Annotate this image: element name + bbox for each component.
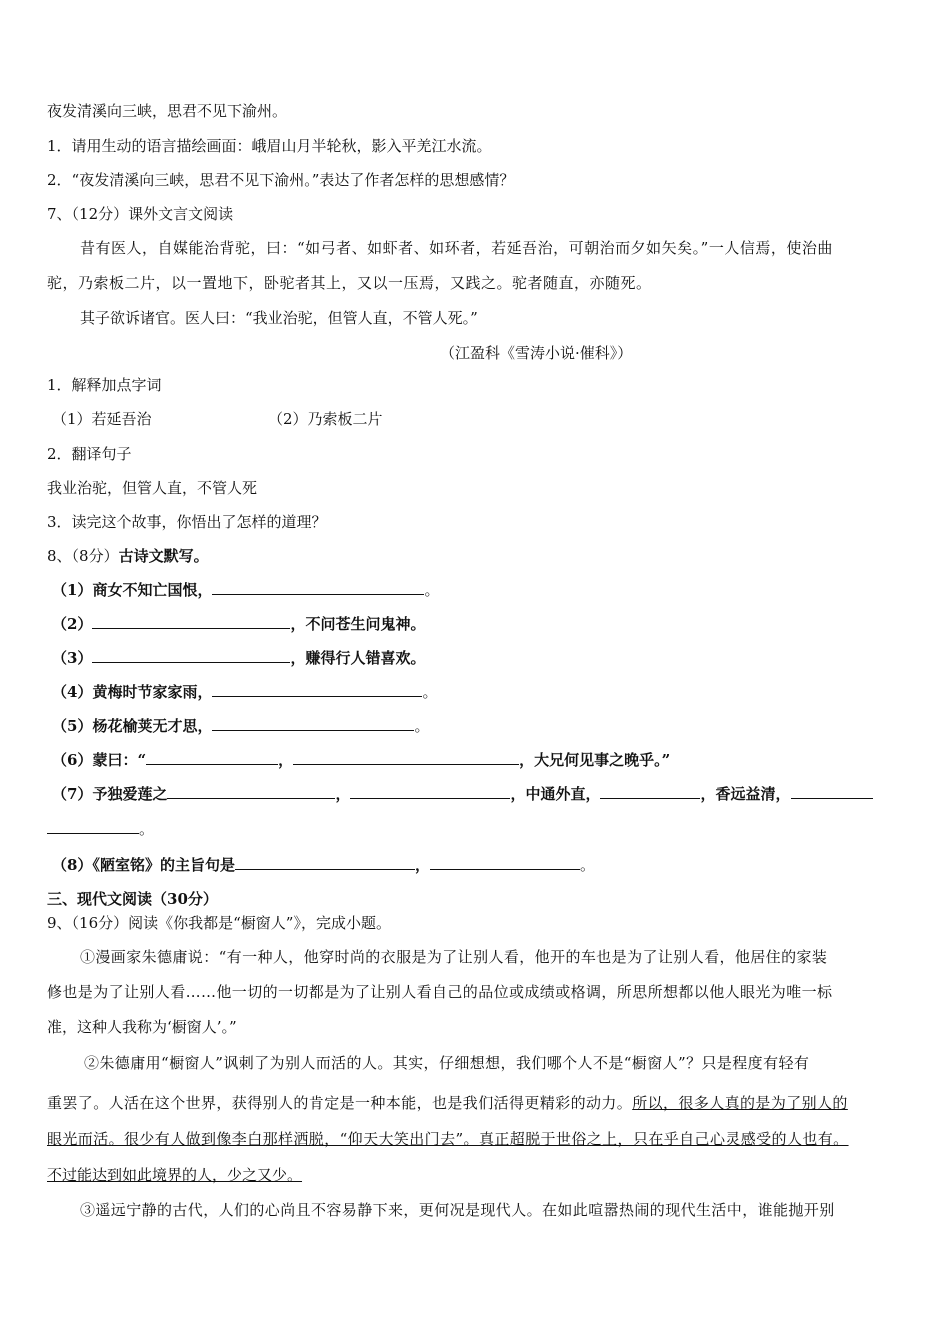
q9-para-1-line-3: 准，这种人我称为‘橱窗人’。” [47,1018,237,1036]
q8-item-8-mid: ， [414,856,430,874]
poem-question-2: 2．“夜发清溪向三峡，思君不见下渝州。”表达了作者怎样的思想感情？ [47,171,515,189]
q8-item-6-mid: ， [278,751,294,769]
q8-item-2 [52,614,425,634]
q7-sub-1a: （1）若延吾治 [52,410,152,428]
question-7-heading: 7、（12分）课外文言文阅读 [47,205,234,223]
q8-item-5-blank[interactable] [212,716,414,731]
q8-item-7-end: 。 [139,820,155,838]
q8-item-7 [52,784,873,804]
q8-item-7-blank-5[interactable] [47,819,139,834]
q8-item-4-blank[interactable] [212,682,422,697]
q9-para-3-line-1: ③遥远宁静的古代，人们的心尚且不容易静下来，更何况是现代人。在如此喧嚣热闹的现代生活中，谁能抛开别 [80,1201,835,1219]
q8-item-7-c2: ，中通外直， [510,785,601,803]
q7-passage-para-2: 其子欲诉诸官。医人曰：“我业治驼，但管人直，不管人死。” [80,309,478,327]
q8-item-8 [52,855,595,875]
q8-item-3-blank[interactable] [92,648,290,663]
q7-sub-1: 1．解释加点字词 [47,376,162,394]
q8-item-6 [52,750,670,770]
q8-item-5 [52,716,429,736]
q8-item-6-num: （6） [52,751,93,769]
q8-item-5-pre: 杨花榆荚无才思， [92,717,213,735]
question-8-heading [47,546,209,566]
q8-item-7-blank-4[interactable] [791,784,873,799]
q8-item-1-pre: 商女不知亡国恨， [92,581,213,599]
q8-item-8-num: （8） [52,856,93,874]
section-3-heading: 三、现代文阅读（30分） [47,890,218,908]
q8-item-2-blank[interactable] [92,614,290,629]
q8-item-4 [52,682,437,702]
q8-item-2-num: （2） [52,615,93,633]
question-9-heading: 9、（16分）阅读《你我都是“橱窗人”》，完成小题。 [47,914,391,932]
q7-passage-line-1: 昔有医人，自媒能治背驼，曰：“如弓者、如虾者、如环者，若延吾治，可朝治而夕如矢矣。”一人信焉，使治曲 [80,239,833,257]
q9-para-2-line-2 [47,1093,848,1113]
q8-item-1-blank[interactable] [212,580,424,595]
q8-item-4-post: 。 [422,683,438,701]
q8-item-6-blank-2[interactable] [293,750,519,765]
q8-heading-title: 古诗文默写。 [118,547,209,565]
q8-item-8-pre: 《陋室铭》的主旨句是 [92,856,235,874]
q8-item-6-pre: 蒙曰：“ [92,751,147,769]
q8-item-6-post: ，大兄何见事之晚乎。” [519,751,671,769]
q8-heading-prefix: 8、（8分） [47,547,119,565]
q8-item-1 [52,580,439,600]
q8-item-7-continuation [47,819,154,839]
q9-para-1-line-1: ①漫画家朱德庸说：“有一种人，他穿时尚的衣服是为了让别人看，他开的车也是为了让别人看，他居住的家装 [80,948,828,966]
q7-passage-line-2: 驼，乃索板二片，以一置地下，卧驼者其上，又以一压焉，又践之。驼者随直，亦随死。 [47,274,652,292]
q7-sub-2: 2．翻译句子 [47,445,132,463]
q8-item-7-num: （7） [52,785,93,803]
q8-item-5-num: （5） [52,717,93,735]
q9-para-2-line-3: 眼光而活。很少有人做到像李白那样洒脱，“仰天大笑出门去”。真正超脱于世俗之上，只在乎自己心灵感受的人也有。 [47,1130,849,1148]
q8-item-8-blank-1[interactable] [235,855,415,870]
q9-para-2-line-1: ②朱德庸用“橱窗人”讽刺了为别人而活的人。其实，仔细想想，我们哪个人不是“橱窗人”？只是程度有轻有 [84,1054,810,1072]
q7-sub-3: 3．读完这个故事，你悟出了怎样的道理？ [47,513,327,531]
q8-item-1-post: 。 [424,581,440,599]
q8-item-3-post: ，赚得行人错喜欢。 [290,649,426,667]
q8-item-7-blank-3[interactable] [600,784,700,799]
q8-item-1-num: （1） [52,581,93,599]
q8-item-7-blank-1[interactable] [167,784,335,799]
q8-item-8-blank-2[interactable] [430,855,580,870]
q8-item-7-pre: 予独爱莲之 [92,785,168,803]
q8-item-4-pre: 黄梅时节家家雨， [92,683,213,701]
q9-para-1-line-2: 修也是为了让别人看……他一切的一切都是为了让别人看自己的品位或成绩或格调，所思所想都以他人眼光为唯一标 [47,983,833,1001]
q8-item-4-num: （4） [52,683,93,701]
q7-sub-2-sentence: 我业治驼，但管人直，不管人死 [47,479,258,497]
q9-para-2-line-2-plain: 重罢了。人活在这个世界，获得别人的肯定是一种本能，也是我们活得更精彩的动力。 [47,1094,633,1112]
q8-item-7-blank-2[interactable] [350,784,510,799]
q8-item-3 [52,648,425,668]
q8-item-7-c1: ， [335,785,351,803]
q8-item-6-blank-1[interactable] [146,750,278,765]
poem-question-1: 1．请用生动的语言描绘画面：峨眉山月半轮秋，影入平羌江水流。 [47,137,492,155]
q8-item-3-num: （3） [52,649,93,667]
q9-para-2-underlined-start: 所以，很多人真的是为了别人的 [632,1094,848,1112]
q8-item-8-end: 。 [579,856,595,874]
q8-item-5-post: 。 [414,717,430,735]
q8-item-7-c3: ，香远益清， [700,785,791,803]
q7-sub-1b: （2）乃索板二片 [268,410,383,428]
q8-item-2-post: ，不问苍生问鬼神。 [290,615,426,633]
poem-last-line: 夜发清溪向三峡，思君不见下渝州。 [47,102,288,120]
q9-para-2-line-4: 不过能达到如此境界的人，少之又少。 [47,1166,303,1184]
q7-source: （江盈科《雪涛小说·催科》） [440,344,633,362]
